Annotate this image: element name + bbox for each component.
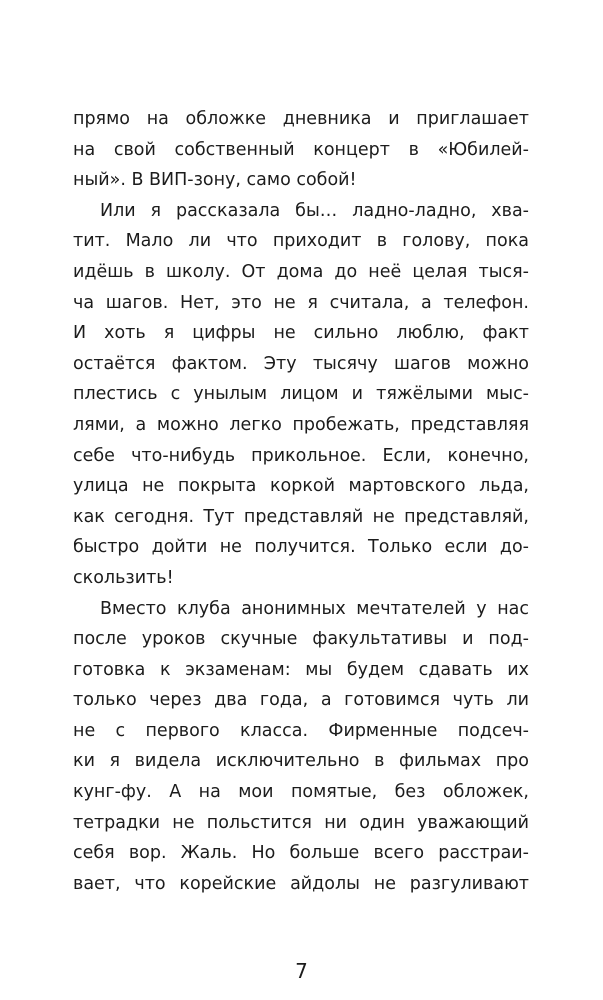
text-line: быстро дойти не получится. Только если до- [73, 537, 529, 558]
text-line: тетрадки не польстится ни один уважающий [73, 812, 529, 833]
text-line: Или я рассказала бы… ладно-ладно, хва- [100, 200, 529, 221]
text-line: готовка к экзаменам: мы будем сдавать их [73, 659, 529, 680]
text-line: плестись с унылым лицом и тяжёлыми мыс- [73, 384, 529, 405]
text-line: идёшь в школу. От дома до неё целая тыся- [73, 261, 529, 282]
text-line: ки я видела исключительно в фильмах про [73, 751, 529, 772]
text-line: скользить! [73, 567, 174, 588]
text-line: на свой собственный концерт в «Юбилей- [73, 139, 529, 160]
body-text [73, 104, 529, 899]
text-line: Вместо клуба анонимных мечтателей у нас [100, 598, 529, 619]
text-line: не с первого класса. Фирменные подсеч- [73, 720, 529, 741]
text-line: кунг-фу. А на мои помятые, без обложек, [73, 782, 529, 803]
text-line: лями, а можно легко пробежать, представляя [73, 414, 529, 435]
text-line: себе что-нибудь прикольное. Если, конечно, [73, 445, 529, 466]
text-line: И хоть я цифры не сильно люблю, факт [73, 323, 529, 344]
text-line: только через два года, а готовимся чуть ли [73, 690, 529, 711]
text-line: как сегодня. Тут представляй не представляй, [73, 506, 529, 527]
text-line: себя вор. Жаль. Но больше всего расстраи- [73, 843, 529, 864]
text-line: вает, что корейские айдолы не разгуливают [73, 873, 529, 894]
text-line: остаётся фактом. Эту тысячу шагов можно [73, 353, 529, 374]
text-line: улица не покрыта коркой мартовского льда, [73, 476, 529, 497]
text-line: ча шагов. Нет, это не я считала, а телефон. [73, 292, 529, 313]
text-line: ный». В ВИП-зону, само собой! [73, 170, 357, 191]
page-number: 7 [295, 959, 308, 983]
text-line: тит. Мало ли что приходит в голову, пока [73, 231, 529, 252]
text-line: прямо на обложке дневника и приглашает [73, 109, 529, 129]
text-line: после уроков скучные факультативы и под- [73, 629, 529, 650]
